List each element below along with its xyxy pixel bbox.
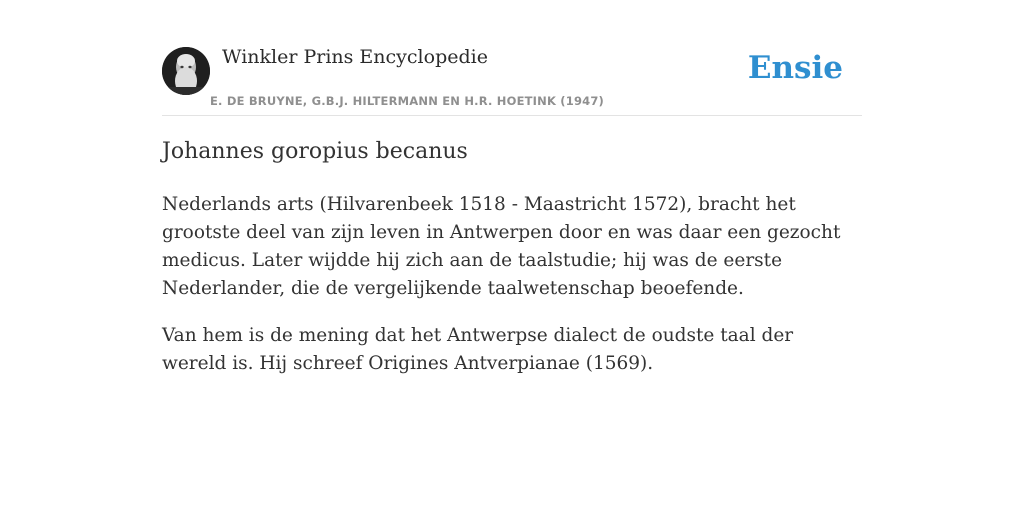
source-authors: E. DE BRUYNE, G.B.J. HILTERMANN EN H.R. HOETINK (1947) <box>210 94 605 108</box>
entry-paragraph: Nederlands arts (Hilvarenbeek 1518 - Maastricht 1572), bracht het grootste deel van zijn leven in Antwerpen door en was daar een gezocht medicus. Later wijdde hij zich aan de taalstudie; hij was de eerste Nederlander, die de vergelijkende taalwetenschap beoefende. <box>162 194 841 299</box>
entry-body <box>162 191 862 397</box>
source-header <box>162 45 862 116</box>
source-title[interactable]: Winkler Prins Encyclopedie <box>222 46 488 68</box>
entry-title: Johannes goropius becanus <box>162 139 468 164</box>
brand-logo-link[interactable]: Ensie <box>747 50 843 86</box>
entry-paragraph: Van hem is de mening dat het Antwerpse dialect de oudste taal der wereld is. Hij schreef Origines Antverpianae (1569). <box>162 325 794 374</box>
author-avatar-icon[interactable] <box>162 47 210 95</box>
portrait-image <box>162 47 210 95</box>
